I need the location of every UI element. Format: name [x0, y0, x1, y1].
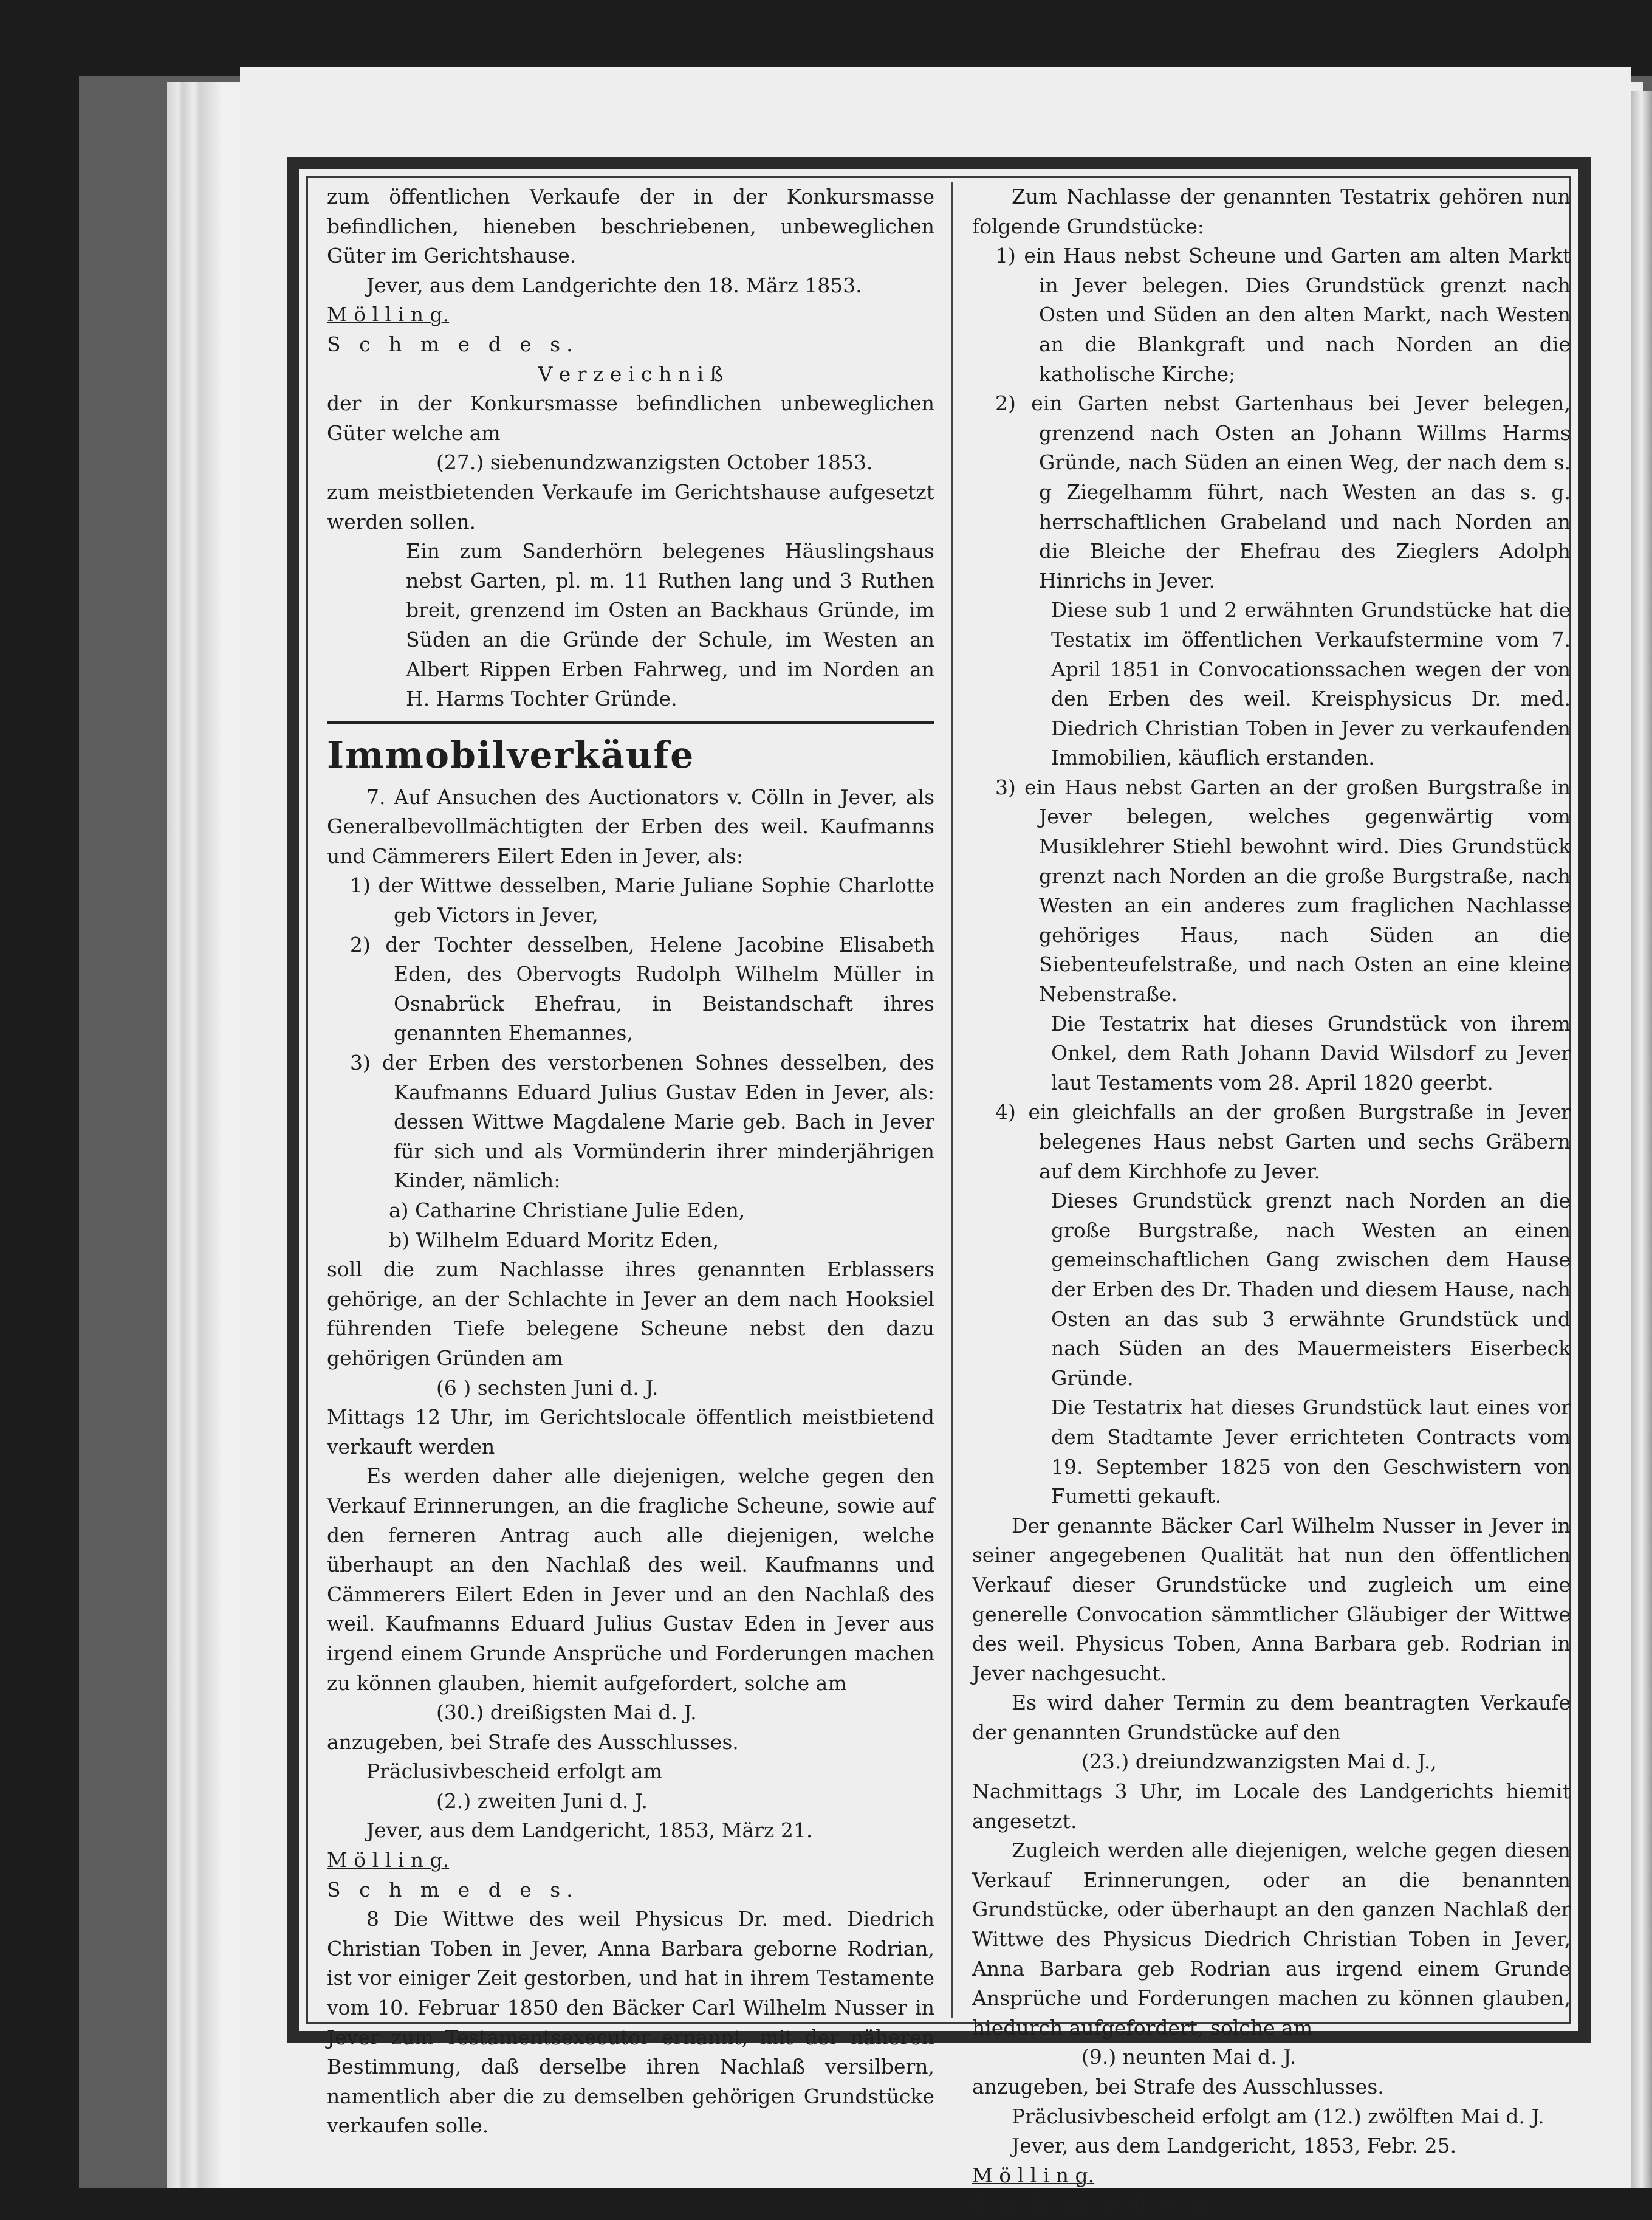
estate-item-4-text: Dieses Grundstück grenzt nach Norden an die große Burgstraße, nach Westen an einen gemeinschaftlichen Gang zwischen dem Hause der Erben des Dr. Thaden und diesem Hause, nach Osten an das sub 3 erwähnte Grundstück und nach Süden an des Mauermeisters Eiserbeck Gründe. [1051, 1189, 1571, 1390]
notice7-signature-schmedes: S c h m e d e s. [327, 1877, 579, 1902]
notice7-text: soll die zum Nachlasse ihres genannten Erblassers gehörige, an der Schlachte in Jever an dem nach Hooksiel führenden Tiefe belegene Scheune nebst den dazu gehörigen Gründen am [327, 1257, 934, 1370]
notice7-date-2: (30.) dreißigsten Mai d. J. [436, 1700, 697, 1725]
notice7-intro: 7. Auf Ansuchen des Auctionators v. Cölln in Jever, als Generalbevollmächtigten der Erben des weil. Kaufmanns und Cämmerers Eilert Eden in Jever, als: [327, 785, 934, 868]
estate-text-e: anzugeben, bei Strafe des Ausschlusses. [972, 2075, 1384, 2098]
notice7-text-3: Es werden daher alle diejenigen, welche gegen den Verkauf Erinnerungen, an die fragliche Scheune, sowie auf den ferneren Antrag auch alle diejenigen, welche überhaupt an den Nachlaß des weil. Kaufmanns und Cämmerers Eilert Eden in Jever und an den Nachlaß des weil. Kaufmanns Eduard Julius Gustav Eden in Jever aus irgend einem Grunde Ansprüche und Forderungen machen zu können glauben, hiemit aufgefordert, solche am [327, 1464, 934, 1695]
notice7-item: 1) der Wittwe desselben, Marie Juliane Sophie Charlotte geb Victors in Jever, [350, 873, 934, 927]
place-date: Jever, aus dem Landgerichte den 18. März 1853. [366, 273, 862, 297]
register-title: V e r z e i c h n i ß [538, 362, 724, 386]
notice7-text-2: Mittags 12 Uhr, im Gerichtslocale öffentlich meistbietend verkauft werden [327, 1405, 934, 1459]
intro-text: zum öffentlichen Verkaufe der in der Konkursmasse befindlichen, hieneben beschriebenen, unbeweglichen Güter im Gerichtshause. [327, 185, 934, 268]
estate-item-4-text-2: Die Testatrix hat dieses Grundstück laut eines vor dem Stadtamte Jever errichteten Contracts vom 19. September 1825 von den Geschwistern von Fumetti gekauft. [1051, 1395, 1571, 1508]
notice7-subitem: a) Catharine Christiane Julie Eden, [389, 1198, 745, 1222]
estate-item-12-text: Diese sub 1 und 2 erwähnten Grundstücke hat die Testatix im öffentlichen Verkaufstermine vom 7. April 1851 in Convocationssachen wegen der von den Erben des weil. Kreisphysicus Dr. med. Diedrich Christian Toben in Jever zu verkaufenden Immobilien, käuflich erstanden. [1051, 598, 1571, 770]
notice7-item: 3) der Erben des verstorbenen Sohnes desselben, des Kaufmanns Eduard Julius Gustav Eden in Jever, als: dessen Wittwe Magdalene Marie geb. Bach in Jever für sich und als Vormünderin ihrer minderjährigen Kinder, nämlich: [350, 1051, 934, 1193]
notice7-signature-moelling: M ö l l i n g. [327, 1848, 450, 1872]
notice8-text: 8 Die Wittwe des weil Physicus Dr. med. Diedrich Christian Toben in Jever, Anna Barbara geborne Rodrian, ist vor einiger Zeit gestorben, und hat in ihrem Testamente vom 10. Februar 1850 den Bäcker Carl Wilhelm Nusser in Jever zum Testamentsexecutor ernannt, mit der näheren Bestimmung, daß derselbe ihren Nachlaß versilbern, namentlich aber die zu demselben gehörigen Grundstücke verkaufen solle. [327, 1907, 934, 2138]
estate-text-f: Präclusivbescheid erfolgt am (12.) zwölften Mai d. J. [1012, 2104, 1544, 2128]
estate-signature-schmedes: S c h m e d e s. [972, 2193, 1224, 2217]
notice7-subitem: b) Wilhelm Eduard Moritz Eden, [389, 1228, 719, 1252]
notice7-place-date: Jever, aus dem Landgericht, 1853, März 21. [366, 1818, 813, 1843]
estate-text-b: Es wird daher Termin zu dem beantragten Verkaufe der genannten Grundstücke auf den [972, 1691, 1571, 1744]
column-divider [951, 182, 953, 2018]
register-item: Ein zum Sanderhörn belegenes Häuslingshaus nebst Garten, pl. m. 11 Ruthen lang und 3 Ruthen breit, grenzend im Osten an Backhaus Gründe, im Süden an die Gründe der Schule, im Westen an Albert Rippen Erben Fahrweg, und im Norden an H. Harms Tochter Gründe. [406, 539, 934, 711]
estate-place-date: Jever, aus dem Landgericht, 1853, Febr. 25. [1012, 2134, 1457, 2158]
register-text: der in der Konkursmasse befindlichen unbeweglichen Güter welche am [327, 391, 934, 445]
estate-item-1: 1) ein Haus nebst Scheune und Garten am alten Markt in Jever belegen. Dies Grundstück grenzt nach Osten und Süden an den alten Markt, nach Westen an die Blankgraft und nach Norden an die katholische Kirche; [995, 244, 1571, 386]
notice7-text-5: Präclusivbescheid erfolgt am [366, 1759, 662, 1784]
estate-text-c: Nachmittags 3 Uhr, im Locale des Landgerichts hiemit angesetzt. [972, 1779, 1571, 1833]
notice7-text-4: anzugeben, bei Strafe des Ausschlusses. [327, 1730, 739, 1754]
estate-date-1: (23.) dreiundzwanzigsten Mai d. J., [1081, 1750, 1437, 1774]
page-edge [1631, 91, 1652, 2188]
signature-moelling: M ö l l i n g. [327, 303, 450, 327]
signature-schmedes: S c h m e d e s. [327, 332, 579, 356]
estate-item-4: 4) ein gleichfalls an der großen Burgstraße in Jever belegenes Haus nebst Garten und sechs Gräbern auf dem Kirchhofe zu Jever. [995, 1100, 1571, 1183]
estate-text-d: Zugleich werden alle diejenigen, welche gegen diesen Verkauf Erinnerungen, oder an die benannten Grundstücke, oder überhaupt an den ganzen Nachlaß der Wittwe des Physicus Diedrich Christian Toben in Jever, Anna Barbara geb Rodrian aus irgend einem Grunde Ansprüche und Forderungen machen zu können glauben, hiedurch aufgefordert, solche am [972, 1838, 1571, 2040]
section-heading: Immobilverkäufe [327, 734, 695, 777]
estate-item-3: 3) ein Haus nebst Garten an der großen Burgstraße in Jever belegen, welches gegenwärtig vom Musiklehrer Stiehl bewohnt wird. Dies Grundstück grenzt nach Norden an die große Burgstraße, nach Westen an ein anderes zum fraglichen Nachlasse gehöriges Haus, nach Süden an die Siebenteufelstraße, und nach Osten an eine kleine Nebenstraße. [995, 775, 1571, 1006]
register-text-2: zum meistbietenden Verkaufe im Gerichtshause aufgesetzt werden sollen. [327, 479, 934, 534]
notice7-item: 2) der Tochter desselben, Helene Jacobine Elisabeth Eden, des Obervogts Rudolph Wilhelm Müller in Osnabrück Ehefrau, in Beistandschaft ihres genannten Ehemannes, [350, 932, 934, 1045]
notice7-date: (6 ) sechsten Juni d. J. [436, 1375, 659, 1400]
estate-text-a: Der genannte Bäcker Carl Wilhelm Nusser in Jever in seiner angegebenen Qualität hat nun den öffentlichen Verkauf dieser Grundstücke und zugleich um eine generelle Convocation sämmtlicher Gläubiger der Wittwe des weil. Physicus Toben, Anna Barbara geb. Rodrian in Jever nachgesucht. [972, 1513, 1571, 1685]
section-rule [327, 721, 934, 724]
estate-signature-moelling: M ö l l i n g. [972, 2163, 1095, 2187]
left-column [327, 182, 934, 2141]
estate-item-3-text: Die Testatrix hat dieses Grundstück von ihrem Onkel, dem Rath Johann David Wilsdorf zu Jever laut Testaments vom 28. April 1820 geerbt. [1051, 1011, 1571, 1095]
estate-date-2: (9.) neunten Mai d. J. [1081, 2045, 1297, 2069]
estate-intro: Zum Nachlasse der genannten Testatrix gehören nun folgende Grundstücke: [972, 185, 1571, 238]
register-date: (27.) siebenundzwanzigsten October 1853. [436, 450, 873, 475]
notice7-date-3: (2.) zweiten Juni d. J. [436, 1789, 648, 1813]
estate-item-2: 2) ein Garten nebst Gartenhaus bei Jever belegen, grenzend nach Osten an Johann Willms Harms Gründe, nach Süden an einen Weg, der nach dem s. g Ziegelhamm führt, nach Westen an das s. g. herrschaftlichen Grabeland und nach Norden an die Bleiche der Ehefrau des Zieglers Adolph Hinrichs in Jever. [995, 391, 1571, 593]
right-column [972, 182, 1571, 2220]
